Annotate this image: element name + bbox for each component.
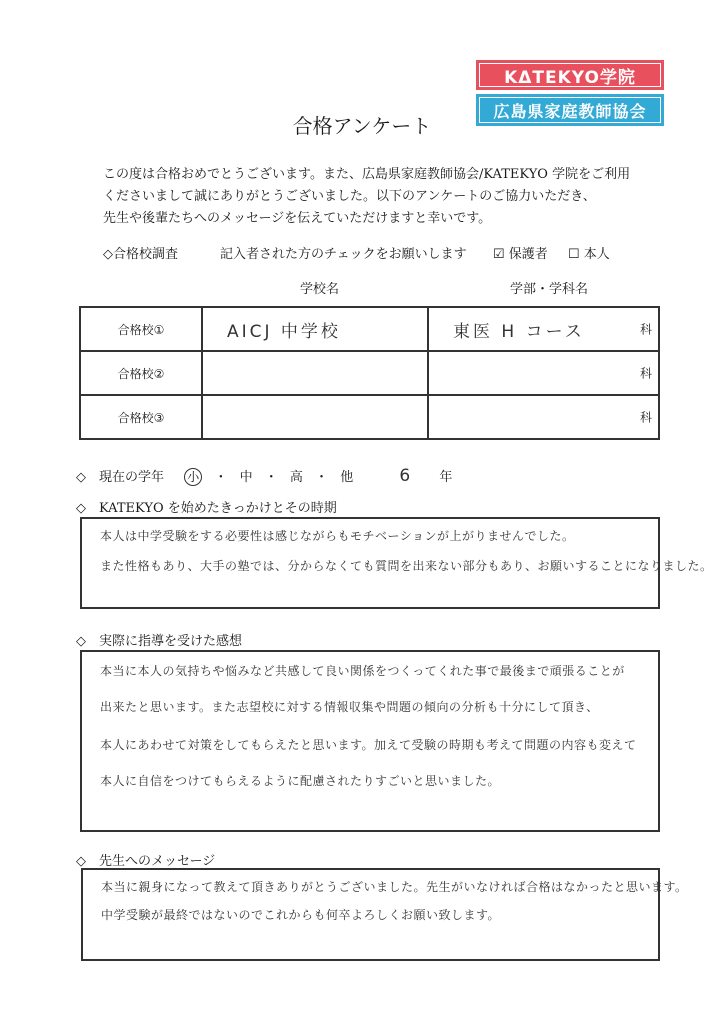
department-suffix: 科 bbox=[639, 322, 652, 337]
school-name-value: AICJ 中学校 bbox=[227, 321, 341, 342]
column-header-school: 学校名 bbox=[300, 282, 340, 297]
section-label-motivation: ◇ KATEKYO を始めたきっかけとその時期 bbox=[76, 501, 337, 516]
separator: ・ bbox=[264, 470, 278, 485]
school-name-value bbox=[203, 363, 227, 383]
separator: ・ bbox=[214, 470, 228, 485]
answer-line: 本人にあわせて対策をしてもらえたと思います。加えて受験の時期も考えて問題の内容も変えて bbox=[100, 738, 637, 752]
department-suffix: 科 bbox=[639, 410, 652, 425]
page-title bbox=[0, 110, 724, 139]
row-label: 合格校① bbox=[80, 307, 202, 351]
department-value bbox=[429, 363, 453, 383]
answer-line: 本当に親身になって教えて頂きありがとうございました。先生がいなければ合格はなかったと思います。 bbox=[101, 880, 688, 894]
answer-line: 本当に本人の気持ちや悩みなど共感して良い関係をつくってくれた事で最後まで頑張ることが bbox=[100, 664, 625, 678]
table-row bbox=[80, 395, 659, 439]
respondent-option-guardian[interactable] bbox=[493, 243, 548, 262]
school-table bbox=[79, 306, 660, 440]
answer-box-motivation[interactable] bbox=[80, 517, 713, 609]
grade-label: ◇ 現在の学年 bbox=[76, 470, 164, 485]
answer-line: 中学受験が最終ではないのでこれからも何卒よろしくお願い致します。 bbox=[101, 908, 501, 922]
survey-header-row bbox=[103, 243, 663, 262]
department-field[interactable] bbox=[428, 395, 659, 439]
department-value: 東医 H コース bbox=[453, 321, 585, 342]
answer-line: また性格もあり、大手の塾では、分からなくても質問を出来ない部分もあり、お願いすることになりました。 bbox=[100, 559, 713, 573]
respondent-option-self[interactable] bbox=[568, 243, 610, 262]
answer-line: 出来たと思います。また志望校に対する情報収集や問題の傾向の分析も十分にして頂き、 bbox=[100, 700, 599, 714]
row-label: 合格校② bbox=[80, 351, 202, 395]
section-label-message: ◇ 先生へのメッセージ bbox=[76, 854, 216, 869]
intro-line: くださいまして誠にありがとうございました。以下のアンケートのご協力いただき、 bbox=[103, 189, 596, 204]
intro-text bbox=[103, 164, 663, 230]
answer-box-impressions[interactable] bbox=[80, 650, 660, 832]
grade-option-junior-high[interactable]: 中 bbox=[239, 470, 253, 485]
respondent-option-label: 保護者 bbox=[508, 247, 548, 262]
table-row bbox=[80, 351, 659, 395]
answer-line: 本人に自信をつけてもらえるように配慮されたりすごいと思いました。 bbox=[100, 774, 501, 788]
grade-year-unit: 年 bbox=[439, 470, 453, 485]
answer-box-message[interactable] bbox=[81, 868, 688, 961]
school-name-field[interactable] bbox=[202, 307, 428, 351]
separator: ・ bbox=[315, 470, 329, 485]
respondent-option-label: 本人 bbox=[583, 247, 610, 262]
column-header-department: 学部・学科名 bbox=[510, 282, 589, 297]
grade-option-elementary[interactable]: 小 bbox=[184, 468, 202, 486]
grade-option-other[interactable]: 他 bbox=[340, 470, 354, 485]
department-value bbox=[429, 407, 453, 427]
department-suffix: 科 bbox=[639, 366, 652, 381]
school-name-field[interactable] bbox=[202, 395, 428, 439]
checkbox-unchecked-icon[interactable]: ☐ bbox=[568, 247, 580, 262]
department-field[interactable] bbox=[428, 307, 659, 351]
department-field[interactable] bbox=[428, 351, 659, 395]
grade-year-value[interactable]: 6 bbox=[399, 466, 414, 486]
intro-line: この度は合格おめでとうございます。また、広島県家庭教師協会/KATEKYO 学院をご利用 bbox=[103, 167, 631, 182]
checkbox-checked-icon[interactable]: ☑ bbox=[493, 247, 505, 262]
answer-line: 本人は中学受験をする必要性は感じながらもモチベーションが上がりませんでした。 bbox=[100, 529, 575, 543]
respondent-request-text: 記入者された方のチェックをお願いします bbox=[220, 247, 467, 262]
logo-hiroshima-association: 広島県家庭教師協会 bbox=[476, 94, 664, 126]
table-row bbox=[80, 307, 659, 351]
section-label-impressions: ◇ 実際に指導を受けた感想 bbox=[76, 634, 242, 649]
intro-line: 先生や後輩たちへのメッセージを伝えていただけますと幸いです。 bbox=[103, 211, 492, 226]
page-title-text: 合格アンケート bbox=[292, 114, 432, 138]
grade-option-high[interactable]: 高 bbox=[289, 470, 303, 485]
grade-row bbox=[76, 466, 452, 486]
logo-katekyo-gakuin: KΔTEKYO学院 bbox=[476, 60, 664, 90]
school-name-field[interactable] bbox=[202, 351, 428, 395]
survey-section-label: ◇合格校調査 bbox=[103, 247, 178, 262]
school-name-value bbox=[203, 407, 227, 427]
row-label: 合格校③ bbox=[80, 395, 202, 439]
